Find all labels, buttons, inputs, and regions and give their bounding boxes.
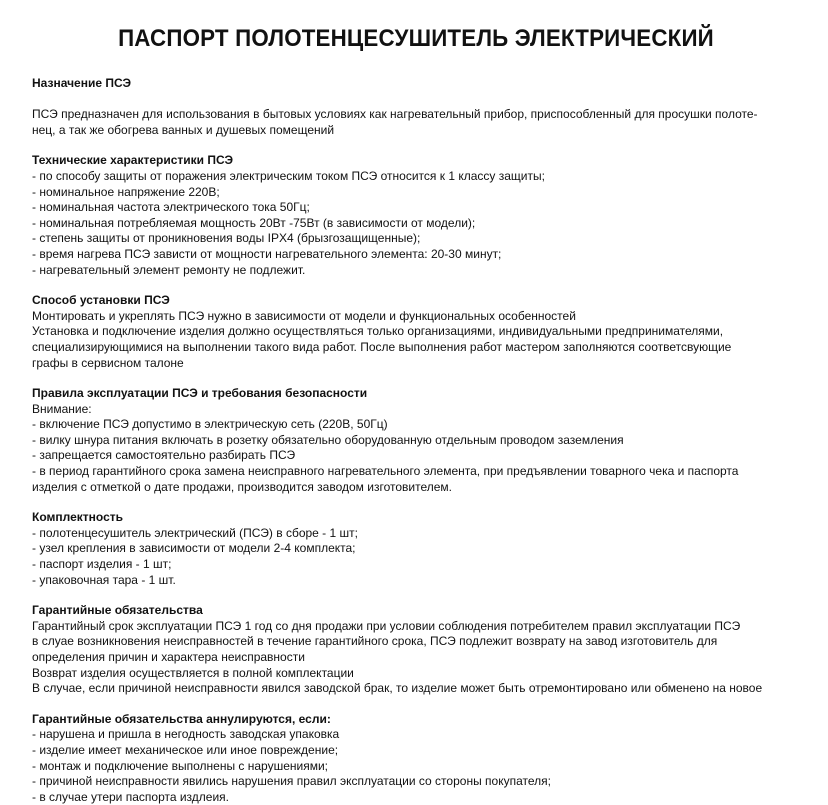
text-line: Гарантийный срок эксплуатации ПСЭ 1 год со дня продажи при условии соблюдения потребителем правил эксплуатации ПСЭ: [32, 618, 741, 633]
blank-line: [32, 92, 800, 108]
text-line: - по способу защиты от поражения электрическим током ПСЭ относится к 1 классу защиты;: [32, 168, 545, 183]
text-line: - время нагрева ПСЭ зависти от мощности нагревательного элемента: 20-30 минут;: [32, 246, 502, 261]
text-line: - полотенцесушитель электрический (ПСЭ) в сборе - 1 шт;: [32, 525, 358, 540]
text-line: - в период гарантийного срока замена неисправного нагревательного элемента, при предъявлении товарного чека и паспорта: [32, 464, 739, 479]
text-line: - упаковочная тара - 1 шт.: [32, 572, 176, 587]
text-line: - вилку шнура питания включать в розетку обязательно оборудованную отдельным проводом заземления: [32, 432, 624, 447]
text-line: изделия с отметкой о дате продажи, производится заводом изготовителем.: [32, 479, 452, 494]
section: [32, 386, 800, 495]
text-line: - узел крепления в зависимости от модели 2-4 комплекта;: [32, 541, 356, 556]
section: [32, 153, 800, 278]
section-heading: Гарантийные обязательства аннулируются, если:: [32, 711, 331, 726]
section-heading: Технические характеристики ПСЭ: [32, 153, 234, 168]
text-line: ПСЭ предназначен для использования в бытовых условиях как нагревательный прибор, приспособленный для просушки полоте-: [32, 107, 758, 122]
text-line: Внимание:: [32, 401, 92, 416]
section-heading: Правила эксплуатации ПСЭ и требования безопасности: [32, 386, 368, 401]
text-line: нец, а так же обогрева ванных и душевых помещений: [32, 122, 335, 137]
section: [32, 293, 800, 371]
text-line: - нагревательный элемент ремонту не подлежит.: [32, 262, 306, 277]
section: [32, 603, 800, 697]
text-line: Возврат изделия осуществляется в полной комплектации: [32, 665, 354, 680]
document-body: [32, 76, 800, 805]
text-line: - нарушена и пришла в негодность заводская упаковка: [32, 727, 340, 742]
section: [32, 76, 800, 138]
text-line: Монтировать и укреплять ПСЭ нужно в зависимости от модели и функциональных особенностей: [32, 308, 576, 323]
text-line: - причиной неисправности явились нарушения правил эксплуатации со стороны покупателя;: [32, 774, 551, 789]
section-heading: Гарантийные обязательства: [32, 603, 203, 618]
text-line: - изделие имеет механическое или иное повреждение;: [32, 742, 339, 757]
text-line: графы в сервисном талоне: [32, 355, 184, 370]
text-line: - паспорт изделия - 1 шт;: [32, 557, 172, 572]
text-line: - номинальная потребляемая мощность 20Вт -75Вт (в зависимости от модели);: [32, 215, 476, 230]
text-line: В случае, если причиной неисправности явился заводской брак, то изделие может быть отремонтировано или обменено на новое: [32, 681, 763, 696]
section-heading: Способ установки ПСЭ: [32, 293, 170, 308]
text-line: - номинальное напряжение 220В;: [32, 184, 220, 199]
text-line: - степень защиты от проникновения воды IPX4 (брызгозащищенные);: [32, 231, 421, 246]
text-line: специализирующимися на выполнении такого вида работ. После выполнения работ мастером заполняются соответсвующие: [32, 339, 732, 354]
text-line: - включение ПСЭ допустимо в электрическую сеть (220В, 50Гц): [32, 417, 388, 432]
text-line: в слуае возникновения неисправностей в течение гарантийного срока, ПСЭ подлежит возврату на завод изготовитель для: [32, 634, 718, 649]
text-line: - номинальная частота электрического тока 50Гц;: [32, 200, 310, 215]
section: [32, 510, 800, 588]
section: [32, 712, 800, 805]
section-heading: Назначение ПСЭ: [32, 76, 132, 90]
text-line: - монтаж и подключение выполнены с нарушениями;: [32, 758, 328, 773]
text-line: Установка и подключение изделия должно осуществляться только организациями, индивидуальными предпринимателями,: [32, 324, 724, 339]
section-heading: Комплектность: [32, 510, 123, 525]
text-line: определения причин и характера неисправности: [32, 650, 305, 664]
document-title: ПАСПОРТ ПОЛОТЕНЦЕСУШИТЕЛЬ ЭЛЕКТРИЧЕСКИЙ: [118, 25, 714, 52]
text-line: - в случае утери паспорта издлеия.: [32, 789, 229, 804]
text-line: - запрещается самостоятельно разбирать ПСЭ: [32, 448, 296, 463]
